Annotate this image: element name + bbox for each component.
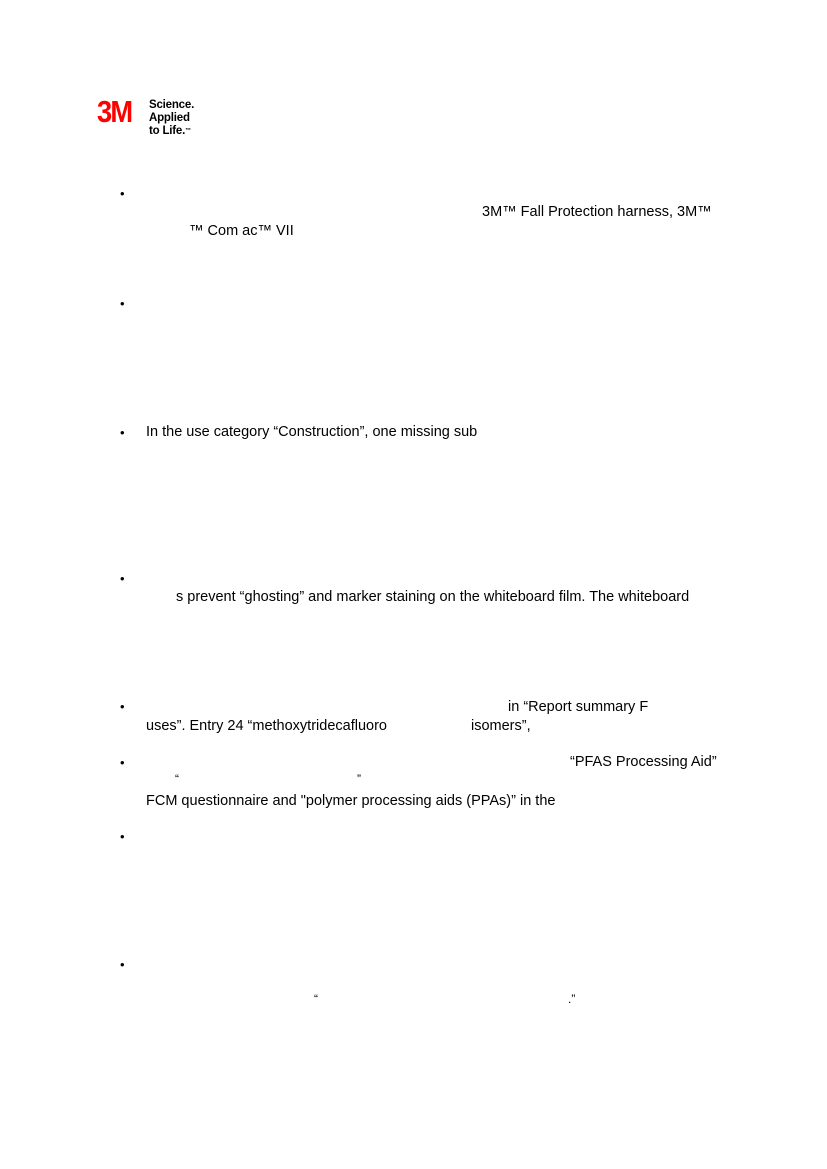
bullet-5: • xyxy=(120,699,125,714)
tagline-line-2 xyxy=(149,112,194,138)
trademark-symbol: ™ xyxy=(185,128,191,134)
bullet-5-line-1: in “Report summary F xyxy=(508,699,649,715)
tagline-line-2-text: Applied to Life. xyxy=(149,112,190,137)
tagline-line-1: Science. xyxy=(149,99,195,111)
bullet-1: • xyxy=(120,186,125,201)
bullet-6-close-quote: ” xyxy=(357,772,361,786)
bullet-3: • xyxy=(120,425,125,440)
bullet-6-open-quote: “ xyxy=(175,772,179,786)
bullet-6: • xyxy=(120,755,125,770)
bullet-6-line-1: “PFAS Processing Aid” xyxy=(570,754,717,770)
bullet-7: • xyxy=(120,829,125,844)
bullet-5-line-2b: isomers”, xyxy=(471,718,531,734)
3m-logo-mark: 3M xyxy=(97,94,132,129)
3m-tagline xyxy=(149,99,194,138)
bullet-6-line-3: FCM questionnaire and "polymer processing aids (PPAs)” in the xyxy=(146,793,556,809)
bullet-8-close-quote: .” xyxy=(568,992,576,1006)
bullet-8-open-quote: “ xyxy=(314,992,318,1006)
bullet-1-line-1: 3M™ Fall Protection harness, 3M™ xyxy=(482,204,712,220)
bullet-3-line-1: In the use category “Construction”, one missing sub xyxy=(146,424,478,440)
bullet-2: • xyxy=(120,296,125,311)
bullet-1-line-2: ™ Com ac™ VII xyxy=(189,223,294,239)
bullet-4: • xyxy=(120,571,125,586)
bullet-4-line-1: s prevent “ghosting” and marker staining on the whiteboard film. The whiteboard xyxy=(176,589,690,605)
bullet-8: • xyxy=(120,957,125,972)
bullet-5-line-2a: uses”. Entry 24 “methoxytridecafluoro xyxy=(146,718,387,734)
